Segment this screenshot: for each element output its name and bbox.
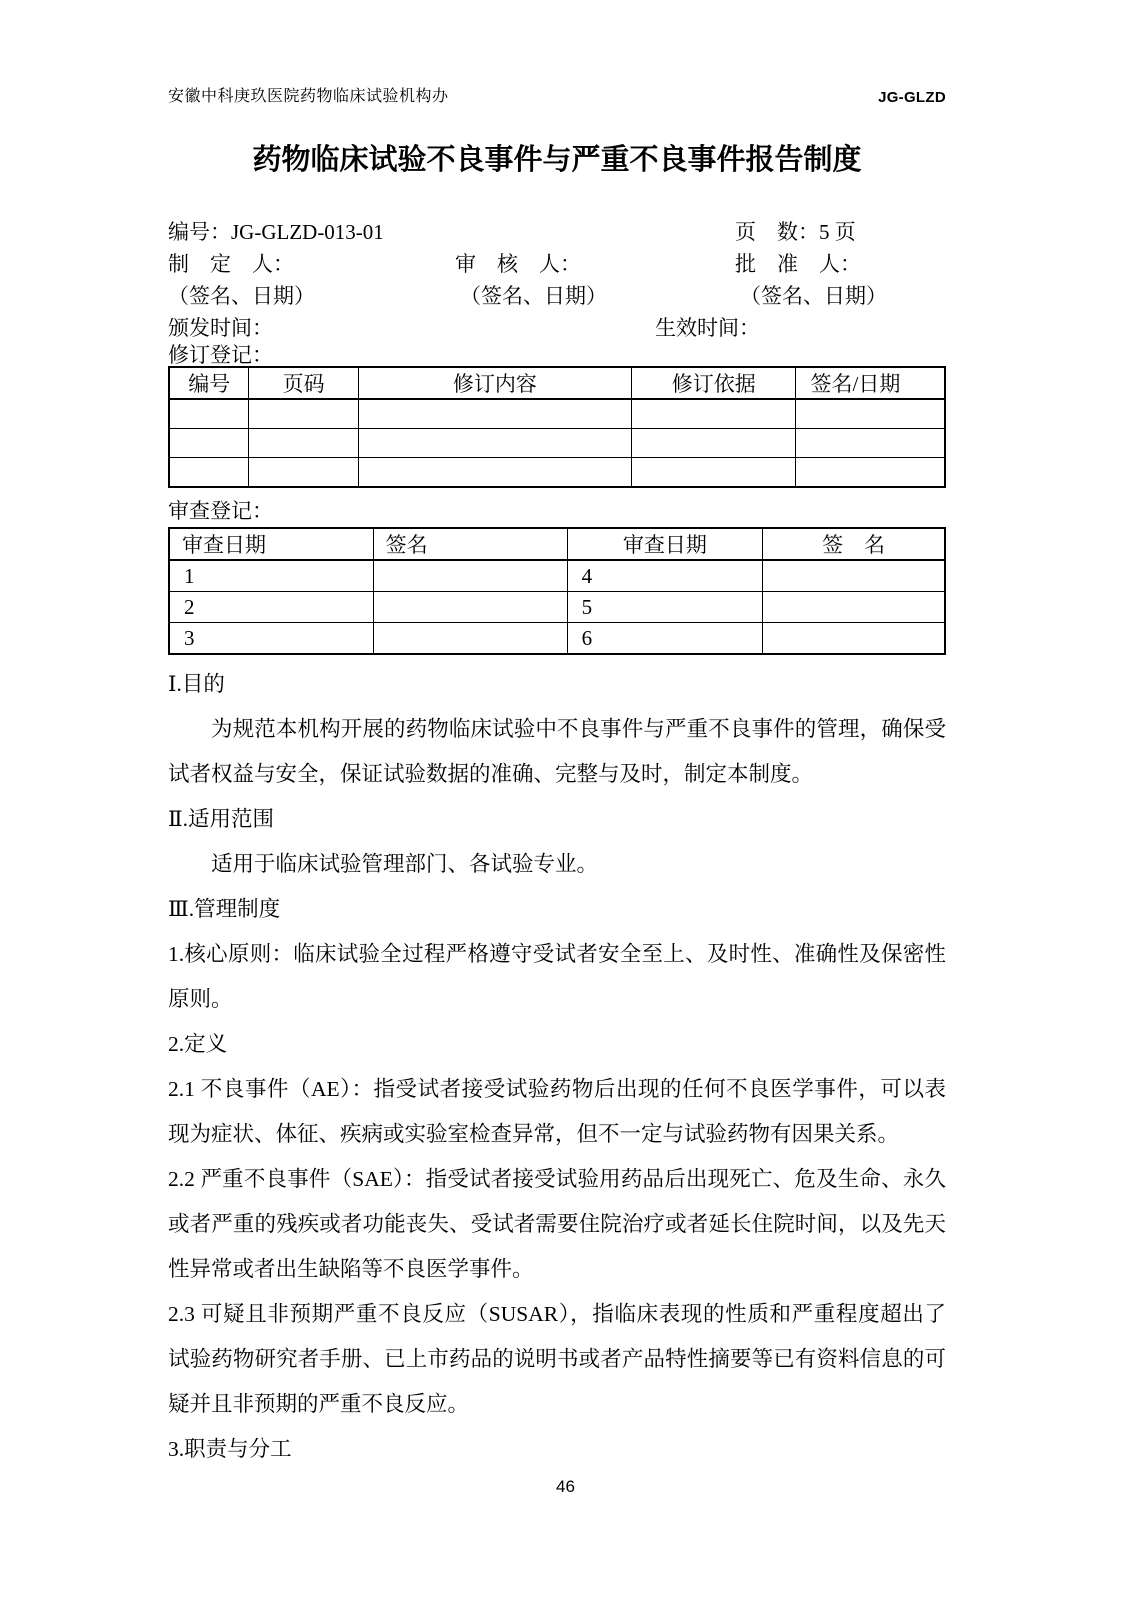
section-heading-responsibilities: 3.职责与分工 — [168, 1437, 292, 1461]
revision-cell — [169, 458, 249, 488]
revision-cell — [169, 429, 249, 458]
meta-block — [168, 216, 946, 344]
review-row — [169, 560, 945, 592]
review-header-row — [169, 528, 945, 560]
meta-row-number — [168, 216, 946, 248]
revision-col-content: 修订内容 — [358, 367, 631, 399]
revision-cell — [631, 429, 796, 458]
review-cell: 6 — [567, 623, 763, 655]
revision-cell — [796, 399, 945, 429]
review-cell: 3 — [169, 623, 373, 655]
drafter-field: 制 定 人： — [168, 252, 294, 276]
review-col-date-1: 审查日期 — [169, 528, 373, 560]
revision-row — [169, 458, 945, 488]
paragraph-scope: 适用于临床试验管理部门、各试验专业。 — [211, 852, 599, 876]
document-title: 药物临床试验不良事件与严重不良事件报告制度 — [252, 144, 862, 176]
review-cell: 2 — [169, 592, 373, 623]
review-log-label: 审查登记： — [168, 499, 273, 523]
revision-header-row — [169, 367, 945, 399]
revision-cell — [249, 399, 358, 429]
reviewer-field: 审 核 人： — [455, 252, 581, 276]
paragraph-purpose: 为规范本机构开展的药物临床试验中不良事件与严重不良事件的管理，确保受试者权益与安全，保证试验数据的准确、完整与及时，制定本制度。 — [168, 717, 946, 786]
review-cell — [373, 623, 567, 655]
meta-row-dates — [168, 312, 946, 344]
review-cell — [763, 560, 945, 592]
review-col-sign-1: 签名 — [373, 528, 567, 560]
review-cell — [373, 592, 567, 623]
review-row — [169, 592, 945, 623]
section-heading-purpose: Ⅰ.目的 — [168, 672, 225, 696]
paragraph-sae-definition: 2.2 严重不良事件（SAE）：指受试者接受试验用药品后出现死亡、危及生命、永久或者严重的残疾或者功能丧失、受试者需要住院治疗或者延长住院时间，以及先天性异常或者出生缺陷等不良医学事件。 — [168, 1167, 946, 1281]
review-cell: 4 — [567, 560, 763, 592]
revision-col-page: 页码 — [249, 367, 358, 399]
paragraph-ae-definition: 2.1 不良事件（AE）：指受试者接受试验药物后出现的任何不良医学事件，可以表现为症状、体征、疾病或实验室检查异常，但不一定与试验药物有因果关系。 — [168, 1077, 946, 1146]
revision-cell — [249, 429, 358, 458]
revision-cell — [631, 399, 796, 429]
revision-cell — [796, 458, 945, 488]
document-header — [168, 84, 946, 106]
review-cell — [373, 560, 567, 592]
revision-cell — [169, 399, 249, 429]
revision-log-label: 修订登记： — [168, 343, 273, 367]
review-row — [169, 623, 945, 655]
revision-cell — [358, 458, 631, 488]
revision-cell — [631, 458, 796, 488]
paragraph-susar-definition: 2.3 可疑且非预期严重不良反应（SUSAR），指临床表现的性质和严重程度超出了试验药物研究者手册、已上市药品的说明书或者产品特性摘要等已有资料信息的可疑并且非预期的严重不良反应。 — [168, 1302, 946, 1416]
revision-cell — [796, 429, 945, 458]
revision-cell — [358, 429, 631, 458]
review-cell: 1 — [169, 560, 373, 592]
issue-date-field: 颁发时间： — [168, 316, 273, 340]
review-cell: 5 — [567, 592, 763, 623]
revision-col-number: 编号 — [169, 367, 249, 399]
revision-col-basis: 修订依据 — [631, 367, 796, 399]
document-body — [168, 662, 946, 1472]
institution-name: 安徽中科庚玖医院药物临床试验机构办 — [168, 88, 449, 105]
revision-cell — [249, 458, 358, 488]
meta-row-persons — [168, 248, 946, 280]
revision-col-signdate: 签名/日期 — [796, 367, 945, 399]
paragraph-core-principle: 1.核心原则：临床试验全过程严格遵守受试者安全至上、及时性、准确性及保密性原则。 — [168, 942, 946, 1011]
revision-row — [169, 399, 945, 429]
revision-cell — [358, 399, 631, 429]
sign-note-reviewer: （签名、日期） — [460, 284, 607, 308]
review-log-table — [168, 527, 946, 655]
sign-note-approver: （签名、日期） — [740, 284, 887, 308]
revision-log-table — [168, 366, 946, 488]
meta-row-sign-notes — [168, 280, 946, 312]
paragraph-definitions-heading: 2.定义 — [168, 1032, 228, 1056]
document-content — [168, 84, 946, 1472]
section-heading-scope: Ⅱ.适用范围 — [168, 807, 274, 831]
sign-note-drafter: （签名、日期） — [168, 284, 315, 308]
review-col-date-2: 审查日期 — [567, 528, 763, 560]
doc-number-field: 编号：JG-GLZD-013-01 — [168, 220, 384, 244]
effective-date-field: 生效时间： — [655, 316, 760, 340]
page-number: 46 — [556, 1477, 575, 1496]
review-cell — [763, 592, 945, 623]
revision-row — [169, 429, 945, 458]
review-cell — [763, 623, 945, 655]
review-col-sign-2: 签 名 — [763, 528, 945, 560]
page-count-field: 页 数：5 页 — [735, 220, 856, 244]
approver-field: 批 准 人： — [735, 252, 861, 276]
document-code: JG-GLZD — [878, 89, 946, 106]
section-heading-management: Ⅲ.管理制度 — [168, 897, 281, 921]
